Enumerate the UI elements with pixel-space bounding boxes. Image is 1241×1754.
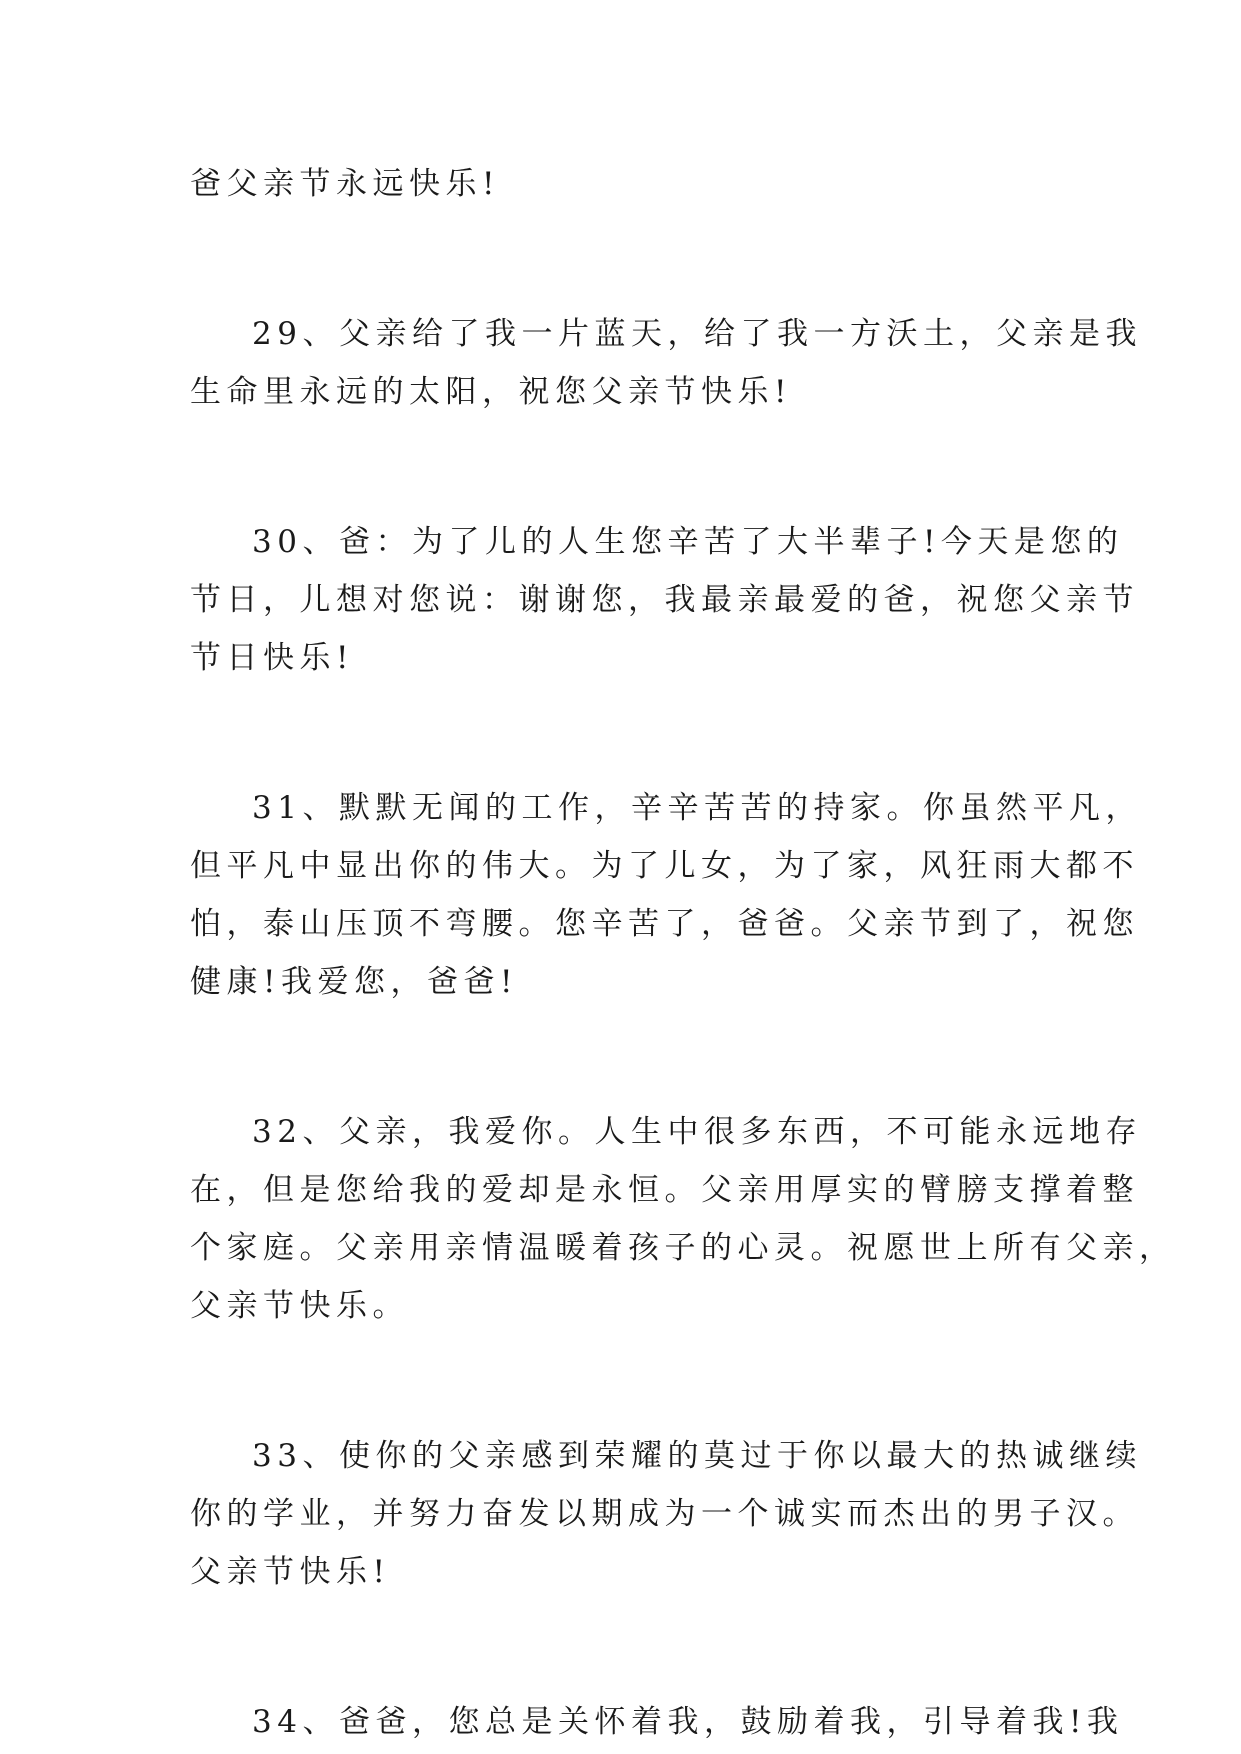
paragraph-32 xyxy=(190,1103,1176,1335)
paragraph-continuation xyxy=(190,155,1060,213)
text-line: 33、使你的父亲感到荣耀的莫过于你以最大的热诚继续 xyxy=(252,1438,1142,1474)
text-line: 你的学业，并努力奋发以期成为一个诚实而杰出的男子汉。 xyxy=(190,1496,1139,1532)
text-line: 父亲节快乐! xyxy=(190,1554,391,1590)
paragraph-29 xyxy=(190,305,1142,421)
paragraph-31 xyxy=(190,779,1142,1011)
text-line: 32、父亲，我爱你。人生中很多东西，不可能永远地存 xyxy=(252,1114,1142,1150)
text-line: 但平凡中显出你的伟大。为了儿女，为了家，风狂雨大都不 xyxy=(190,848,1139,884)
paragraph-30 xyxy=(190,513,1139,687)
text-line: 29、父亲给了我一片蓝天，给了我一方沃土，父亲是我 xyxy=(252,316,1142,352)
paragraph-34 xyxy=(190,1693,1124,1751)
text-line: 怕，泰山压顶不弯腰。您辛苦了，爸爸。父亲节到了，祝您 xyxy=(190,906,1139,942)
document-body xyxy=(190,155,1176,1751)
text-line: 30、爸：为了儿的人生您辛苦了大半辈子!今天是您的 xyxy=(252,524,1124,560)
text-line: 在，但是您给我的爱却是永恒。父亲用厚实的臂膀支撑着整 xyxy=(190,1172,1139,1208)
text-line: 爸父亲节永远快乐! xyxy=(190,166,500,202)
text-line: 34、爸爸，您总是关怀着我，鼓励着我，引导着我!我 xyxy=(252,1704,1124,1740)
text-line: 生命里永远的太阳，祝您父亲节快乐! xyxy=(190,374,792,410)
text-line: 健康!我爱您，爸爸! xyxy=(190,964,518,1000)
text-line: 父亲节快乐。 xyxy=(190,1288,409,1324)
paragraph-33 xyxy=(190,1427,1142,1601)
text-line: 节日，儿想对您说：谢谢您，我最亲最爱的爸，祝您父亲节 xyxy=(190,582,1139,618)
text-line: 31、默默无闻的工作，辛辛苦苦的持家。你虽然平凡， xyxy=(252,790,1142,826)
text-line: 个家庭。父亲用亲情温暖着孩子的心灵。祝愿世上所有父亲， xyxy=(190,1230,1176,1266)
text-line: 节日快乐! xyxy=(190,640,354,676)
